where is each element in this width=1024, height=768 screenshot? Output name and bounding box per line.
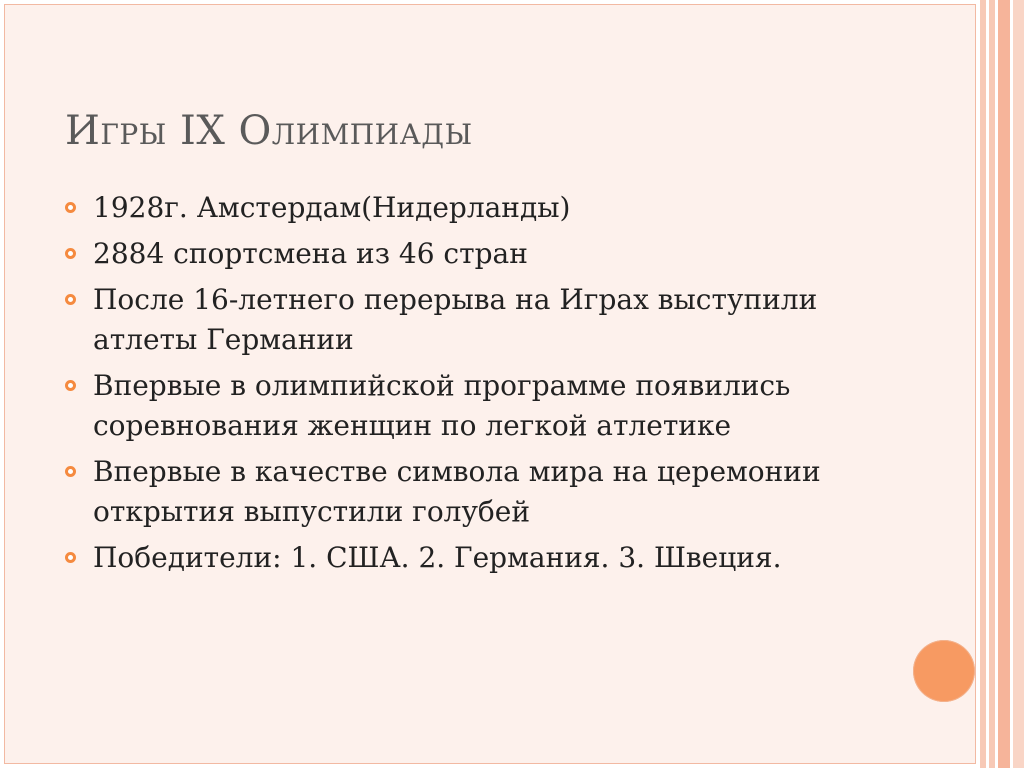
ring-bullet-icon [65, 294, 76, 305]
bullet-text: После 16-летнего перерыва на Играх выступили атлеты Германии [93, 283, 818, 356]
ring-bullet-icon [65, 248, 76, 259]
bullet-item [64, 452, 924, 532]
bullet-text: 2884 спортсмена из 46 стран [93, 237, 528, 270]
bullet-item [64, 234, 924, 274]
decor-stripe [1013, 0, 1024, 768]
decor-stripe [989, 0, 995, 768]
bullet-item [64, 188, 924, 228]
slide-title: Игры IX Олимпиады [65, 108, 473, 154]
decor-circle [913, 640, 975, 702]
bullet-item [64, 280, 924, 360]
ring-bullet-icon [65, 466, 76, 477]
ring-bullet-icon [65, 202, 76, 213]
ring-bullet-icon [65, 552, 76, 563]
bullet-text: Впервые в олимпийской программе появились соревнования женщин по легкой атлетике [93, 369, 791, 442]
decor-stripe [998, 0, 1010, 768]
bullet-list [64, 188, 924, 584]
bullet-text: Впервые в качестве символа мира на церемонии открытия выпустили голубей [93, 455, 821, 528]
bullet-text: Победители: 1. США. 2. Германия. 3. Швеция. [93, 541, 782, 574]
bullet-item [64, 538, 924, 578]
ring-bullet-icon [65, 380, 76, 391]
bullet-item [64, 366, 924, 446]
bullet-text: 1928г. Амстердам(Нидерланды) [93, 191, 571, 224]
decor-stripe [980, 0, 986, 768]
